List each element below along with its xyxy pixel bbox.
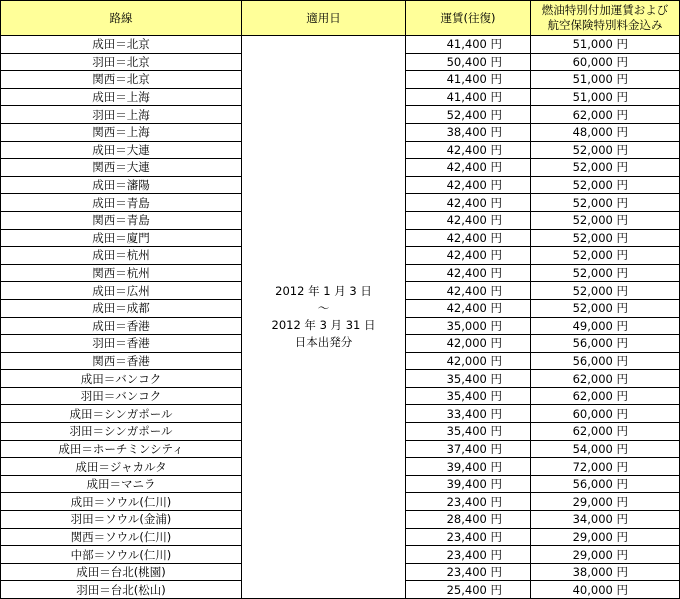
route-cell: 羽田＝バンコク — [1, 387, 242, 405]
fare-value: 42,400 円 — [446, 248, 502, 263]
fare-value: 38,400 円 — [446, 125, 502, 140]
total-value: 38,000 円 — [572, 565, 628, 580]
fare-cell — [406, 159, 531, 177]
period-line2: ～ — [317, 301, 330, 315]
fare-cell — [406, 317, 531, 335]
total-value: 56,000 円 — [572, 477, 628, 492]
route-cell: 成田＝青島 — [1, 194, 242, 212]
total-value: 56,000 円 — [572, 353, 628, 368]
fare-value: 35,400 円 — [446, 389, 502, 404]
fare-cell — [406, 528, 531, 546]
header-fare: 運賃(往復) — [406, 1, 531, 36]
total-value: 29,000 円 — [572, 529, 628, 544]
total-value: 52,000 円 — [572, 195, 628, 210]
total-value: 62,000 円 — [572, 107, 628, 122]
total-cell — [531, 159, 680, 177]
fare-value: 37,400 円 — [446, 441, 502, 456]
total-value: 54,000 円 — [572, 441, 628, 456]
fare-cell — [406, 211, 531, 229]
total-cell — [531, 123, 680, 141]
route-cell: 成田＝香港 — [1, 317, 242, 335]
fare-value: 42,400 円 — [446, 195, 502, 210]
header-total-line1: 燃油特別付加運賃および — [541, 3, 669, 17]
fare-cell — [406, 53, 531, 71]
total-value: 52,000 円 — [572, 178, 628, 193]
route-cell: 関西＝上海 — [1, 123, 242, 141]
fare-cell — [406, 264, 531, 282]
total-cell — [531, 581, 680, 599]
total-value: 51,000 円 — [572, 72, 628, 87]
route-cell: 成田＝シンガポール — [1, 405, 242, 423]
total-cell — [531, 352, 680, 370]
total-value: 52,000 円 — [572, 266, 628, 281]
fare-value: 35,400 円 — [446, 371, 502, 386]
fare-value: 42,400 円 — [446, 266, 502, 281]
route-cell: 成田＝ホーチミンシティ — [1, 440, 242, 458]
fare-table-body — [1, 36, 680, 599]
route-cell: 関西＝北京 — [1, 71, 242, 89]
total-value: 62,000 円 — [572, 389, 628, 404]
route-cell: 羽田＝北京 — [1, 53, 242, 71]
total-cell — [531, 141, 680, 159]
fare-value: 39,400 円 — [446, 459, 502, 474]
header-total-line2: 航空保険特別料金込み — [547, 18, 663, 32]
total-cell — [531, 106, 680, 124]
total-value: 62,000 円 — [572, 424, 628, 439]
total-value: 52,000 円 — [572, 213, 628, 228]
total-cell — [531, 528, 680, 546]
fare-cell — [406, 71, 531, 89]
total-value: 29,000 円 — [572, 547, 628, 562]
fare-cell — [406, 405, 531, 423]
total-cell — [531, 264, 680, 282]
total-value: 60,000 円 — [572, 54, 628, 69]
route-cell: 成田＝成都 — [1, 299, 242, 317]
total-cell — [531, 247, 680, 265]
total-value: 62,000 円 — [572, 371, 628, 386]
header-row — [1, 1, 680, 36]
fare-cell — [406, 493, 531, 511]
route-cell: 関西＝杭州 — [1, 264, 242, 282]
route-cell: 成田＝マニラ — [1, 475, 242, 493]
total-cell — [531, 194, 680, 212]
total-value: 48,000 円 — [572, 125, 628, 140]
fare-value: 42,400 円 — [446, 178, 502, 193]
route-cell: 成田＝瀋陽 — [1, 176, 242, 194]
total-cell — [531, 458, 680, 476]
route-cell: 羽田＝香港 — [1, 335, 242, 353]
fare-value: 39,400 円 — [446, 477, 502, 492]
fare-cell — [406, 440, 531, 458]
total-cell — [531, 387, 680, 405]
route-cell: 成田＝台北(桃園) — [1, 563, 242, 581]
fare-cell — [406, 176, 531, 194]
total-cell — [531, 88, 680, 106]
total-value: 52,000 円 — [572, 142, 628, 157]
total-value: 51,000 円 — [572, 90, 628, 105]
route-cell: 関西＝ソウル(仁川) — [1, 528, 242, 546]
period-line4: 日本出発分 — [294, 335, 353, 349]
total-cell — [531, 176, 680, 194]
header-total — [531, 1, 680, 36]
fare-value: 35,400 円 — [446, 424, 502, 439]
total-cell — [531, 282, 680, 300]
fare-cell — [406, 36, 531, 54]
fare-cell — [406, 370, 531, 388]
fare-value: 23,400 円 — [446, 565, 502, 580]
total-value: 52,000 円 — [572, 301, 628, 316]
fare-cell — [406, 475, 531, 493]
fare-cell — [406, 88, 531, 106]
total-cell — [531, 53, 680, 71]
fare-cell — [406, 229, 531, 247]
total-value: 34,000 円 — [572, 512, 628, 527]
fare-cell — [406, 106, 531, 124]
total-value: 52,000 円 — [572, 160, 628, 175]
total-value: 56,000 円 — [572, 336, 628, 351]
total-cell — [531, 546, 680, 564]
fare-value: 52,400 円 — [446, 107, 502, 122]
fare-value: 33,400 円 — [446, 406, 502, 421]
route-cell: 羽田＝上海 — [1, 106, 242, 124]
total-cell — [531, 36, 680, 54]
total-cell — [531, 335, 680, 353]
total-cell — [531, 317, 680, 335]
fare-cell — [406, 423, 531, 441]
route-cell: 成田＝大連 — [1, 141, 242, 159]
route-cell: 中部＝ソウル(仁川) — [1, 546, 242, 564]
route-cell: 関西＝青島 — [1, 211, 242, 229]
fare-value: 42,400 円 — [446, 142, 502, 157]
fare-value: 23,400 円 — [446, 494, 502, 509]
fare-value: 42,400 円 — [446, 283, 502, 298]
period-cell — [242, 36, 406, 599]
fare-value: 25,400 円 — [446, 582, 502, 597]
route-cell: 成田＝ジャカルタ — [1, 458, 242, 476]
fare-cell — [406, 123, 531, 141]
total-value: 49,000 円 — [572, 318, 628, 333]
route-cell: 成田＝バンコク — [1, 370, 242, 388]
total-cell — [531, 475, 680, 493]
fare-value: 50,400 円 — [446, 54, 502, 69]
fare-value: 42,000 円 — [446, 336, 502, 351]
fare-cell — [406, 247, 531, 265]
fare-cell — [406, 282, 531, 300]
fare-cell — [406, 335, 531, 353]
total-cell — [531, 440, 680, 458]
fare-value: 41,400 円 — [446, 37, 502, 52]
fare-cell — [406, 546, 531, 564]
total-cell — [531, 71, 680, 89]
route-cell: 羽田＝ソウル(金浦) — [1, 511, 242, 529]
fare-value: 42,000 円 — [446, 353, 502, 368]
fare-cell — [406, 299, 531, 317]
fare-value: 42,400 円 — [446, 301, 502, 316]
fare-value: 35,000 円 — [446, 318, 502, 333]
total-value: 52,000 円 — [572, 230, 628, 245]
fare-cell — [406, 581, 531, 599]
fare-value: 23,400 円 — [446, 529, 502, 544]
total-cell — [531, 511, 680, 529]
route-cell: 成田＝廈門 — [1, 229, 242, 247]
fare-value: 42,400 円 — [446, 160, 502, 175]
route-cell: 成田＝広州 — [1, 282, 242, 300]
fare-value: 28,400 円 — [446, 512, 502, 527]
total-value: 52,000 円 — [572, 248, 628, 263]
fare-value: 41,400 円 — [446, 72, 502, 87]
header-period: 適用日 — [242, 1, 406, 36]
fare-value: 23,400 円 — [446, 547, 502, 562]
header-route: 路線 — [1, 1, 242, 36]
route-cell: 成田＝ソウル(仁川) — [1, 493, 242, 511]
fare-value: 41,400 円 — [446, 90, 502, 105]
fare-value: 42,400 円 — [446, 213, 502, 228]
route-cell: 成田＝上海 — [1, 88, 242, 106]
total-cell — [531, 229, 680, 247]
period-line1: 2012 年 1 月 3 日 — [275, 284, 372, 298]
route-cell: 羽田＝台北(松山) — [1, 581, 242, 599]
total-value: 60,000 円 — [572, 406, 628, 421]
total-cell — [531, 370, 680, 388]
total-cell — [531, 299, 680, 317]
total-value: 51,000 円 — [572, 37, 628, 52]
fare-cell — [406, 194, 531, 212]
total-cell — [531, 493, 680, 511]
fare-cell — [406, 458, 531, 476]
total-value: 40,000 円 — [572, 582, 628, 597]
route-cell: 成田＝北京 — [1, 36, 242, 54]
fare-cell — [406, 141, 531, 159]
total-cell — [531, 211, 680, 229]
total-cell — [531, 405, 680, 423]
route-cell: 関西＝大連 — [1, 159, 242, 177]
route-cell: 羽田＝シンガポール — [1, 423, 242, 441]
table-row — [1, 36, 680, 54]
total-cell — [531, 423, 680, 441]
fare-cell — [406, 387, 531, 405]
fare-cell — [406, 563, 531, 581]
total-value: 29,000 円 — [572, 494, 628, 509]
total-value: 72,000 円 — [572, 459, 628, 474]
period-line3: 2012 年 3 月 31 日 — [271, 318, 376, 332]
route-cell: 成田＝杭州 — [1, 247, 242, 265]
total-value: 52,000 円 — [572, 283, 628, 298]
fare-cell — [406, 511, 531, 529]
fare-cell — [406, 352, 531, 370]
total-cell — [531, 563, 680, 581]
route-cell: 関西＝香港 — [1, 352, 242, 370]
fare-value: 42,400 円 — [446, 230, 502, 245]
